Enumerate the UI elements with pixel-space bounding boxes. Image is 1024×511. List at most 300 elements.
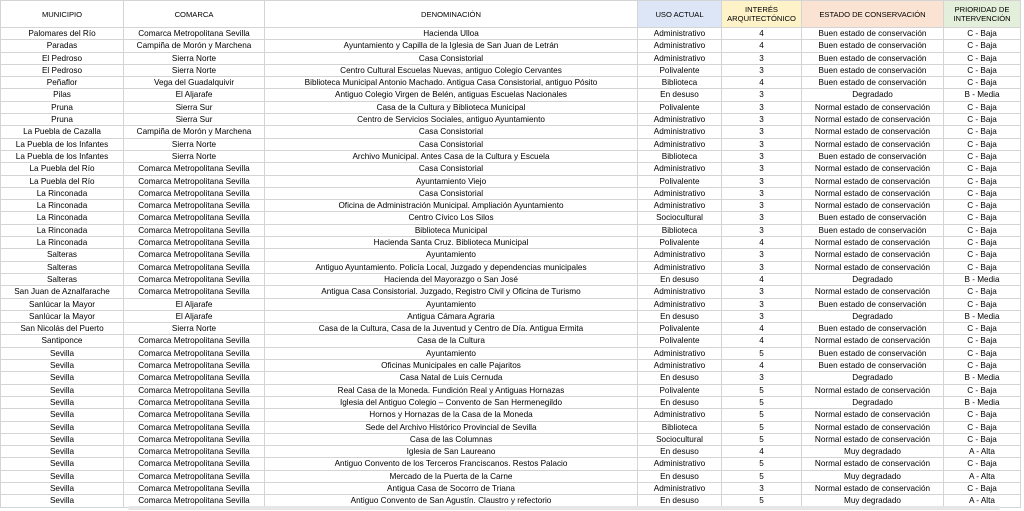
table-row xyxy=(1,163,1021,175)
cell-denominacion[interactable]: Antiguo Colegio Virgen de Belén, antiguas Escuelas Nacionales xyxy=(265,89,638,101)
cell-estado[interactable]: Degradado xyxy=(802,273,944,285)
cell-municipio[interactable]: Santiponce xyxy=(1,335,124,347)
cell-comarca[interactable]: Comarca Metropolitana Sevilla xyxy=(124,273,265,285)
cell-municipio[interactable]: La Puebla del Río xyxy=(1,163,124,175)
cell-estado[interactable]: Normal estado de conservación xyxy=(802,101,944,113)
cell-uso-actual[interactable]: Biblioteca xyxy=(638,150,722,162)
cell-prioridad[interactable]: C - Baja xyxy=(944,52,1021,64)
cell-estado[interactable]: Normal estado de conservación xyxy=(802,261,944,273)
cell-estado[interactable]: Buen estado de conservación xyxy=(802,52,944,64)
cell-interes[interactable]: 3 xyxy=(722,261,802,273)
header-interes[interactable]: INTERÉS ARQUITECTÓNICO xyxy=(722,1,802,28)
cell-uso-actual[interactable]: Polivalente xyxy=(638,323,722,335)
cell-comarca[interactable]: El Aljarafe xyxy=(124,310,265,322)
cell-prioridad[interactable]: C - Baja xyxy=(944,138,1021,150)
table-row xyxy=(1,187,1021,199)
cell-uso-actual[interactable]: Administrativo xyxy=(638,200,722,212)
cell-uso-actual[interactable]: En desuso xyxy=(638,446,722,458)
cell-municipio[interactable]: El Pedroso xyxy=(1,64,124,76)
cell-uso-actual[interactable]: Polivalente xyxy=(638,175,722,187)
cell-comarca[interactable]: Comarca Metropolitana Sevilla xyxy=(124,384,265,396)
cell-municipio[interactable]: Sevilla xyxy=(1,470,124,482)
cell-municipio[interactable]: El Pedroso xyxy=(1,52,124,64)
cell-municipio[interactable]: Salteras xyxy=(1,249,124,261)
cell-prioridad[interactable]: C - Baja xyxy=(944,187,1021,199)
cell-interes[interactable]: 5 xyxy=(722,421,802,433)
cell-denominacion[interactable]: Hacienda Santa Cruz. Biblioteca Municipal xyxy=(265,237,638,249)
cell-uso-actual[interactable]: En desuso xyxy=(638,396,722,408)
cell-estado[interactable]: Degradado xyxy=(802,372,944,384)
table-row xyxy=(1,52,1021,64)
cell-uso-actual[interactable]: Polivalente xyxy=(638,384,722,396)
cell-comarca[interactable]: Comarca Metropolitana Sevilla xyxy=(124,200,265,212)
cell-uso-actual[interactable]: Administrativo xyxy=(638,138,722,150)
cell-interes[interactable]: 3 xyxy=(722,224,802,236)
cell-comarca[interactable]: Comarca Metropolitana Sevilla xyxy=(124,433,265,445)
cell-comarca[interactable]: Comarca Metropolitana Sevilla xyxy=(124,163,265,175)
cell-municipio[interactable]: Sevilla xyxy=(1,421,124,433)
cell-uso-actual[interactable]: Polivalente xyxy=(638,237,722,249)
cell-estado[interactable]: Normal estado de conservación xyxy=(802,175,944,187)
cell-prioridad[interactable]: B - Media xyxy=(944,273,1021,285)
cell-estado[interactable]: Buen estado de conservación xyxy=(802,298,944,310)
cell-denominacion[interactable]: Casa de las Columnas xyxy=(265,433,638,445)
cell-interes[interactable]: 5 xyxy=(722,384,802,396)
cell-interes[interactable]: 3 xyxy=(722,298,802,310)
cell-municipio[interactable]: La Puebla del Río xyxy=(1,175,124,187)
cell-denominacion[interactable]: Casa Consistorial xyxy=(265,163,638,175)
cell-denominacion[interactable]: Centro de Servicios Sociales, antiguo Ayuntamiento xyxy=(265,114,638,126)
cell-estado[interactable]: Normal estado de conservación xyxy=(802,384,944,396)
cell-prioridad[interactable]: C - Baja xyxy=(944,249,1021,261)
cell-municipio[interactable]: Sevilla xyxy=(1,360,124,372)
cell-uso-actual[interactable]: Polivalente xyxy=(638,101,722,113)
cell-denominacion[interactable]: Antiguo Convento de San Agustín. Claustro y refectorio xyxy=(265,495,638,507)
table-row xyxy=(1,347,1021,359)
cell-estado[interactable]: Muy degradado xyxy=(802,446,944,458)
cell-estado[interactable]: Buen estado de conservación xyxy=(802,347,944,359)
cell-estado[interactable]: Normal estado de conservación xyxy=(802,335,944,347)
cell-uso-actual[interactable]: Polivalente xyxy=(638,335,722,347)
cell-denominacion[interactable]: Casa de la Cultura xyxy=(265,335,638,347)
cell-estado[interactable]: Muy degradado xyxy=(802,470,944,482)
cell-comarca[interactable]: Sierra Norte xyxy=(124,52,265,64)
cell-estado[interactable]: Normal estado de conservación xyxy=(802,249,944,261)
cell-denominacion[interactable]: Iglesia de San Laureano xyxy=(265,446,638,458)
cell-denominacion[interactable]: Real Casa de la Moneda. Fundición Real y Antiguas Hornazas xyxy=(265,384,638,396)
cell-interes[interactable]: 5 xyxy=(722,458,802,470)
cell-prioridad[interactable]: C - Baja xyxy=(944,101,1021,113)
cell-denominacion[interactable]: Archivo Municipal. Antes Casa de la Cultura y Escuela xyxy=(265,150,638,162)
cell-prioridad[interactable]: C - Baja xyxy=(944,458,1021,470)
cell-denominacion[interactable]: Ayuntamiento xyxy=(265,249,638,261)
cell-uso-actual[interactable]: Administrativo xyxy=(638,360,722,372)
cell-denominacion[interactable]: Mercado de la Puerta de la Carne xyxy=(265,470,638,482)
header-denominacion[interactable]: DENOMINACIÓN xyxy=(265,1,638,28)
cell-estado[interactable]: Normal estado de conservación xyxy=(802,200,944,212)
header-comarca[interactable]: COMARCA xyxy=(124,1,265,28)
cell-comarca[interactable]: Comarca Metropolitana Sevilla xyxy=(124,212,265,224)
cell-interes[interactable]: 3 xyxy=(722,175,802,187)
cell-denominacion[interactable]: Centro Cultural Escuelas Nuevas, antiguo Colegio Cervantes xyxy=(265,64,638,76)
cell-prioridad[interactable]: C - Baja xyxy=(944,482,1021,494)
cell-denominacion[interactable]: Antiguo Ayuntamiento. Policía Local, Juzgado y dependencias municipales xyxy=(265,261,638,273)
cell-prioridad[interactable]: C - Baja xyxy=(944,126,1021,138)
cell-comarca[interactable]: Campiña de Morón y Marchena xyxy=(124,126,265,138)
cell-municipio[interactable]: Sevilla xyxy=(1,384,124,396)
cell-estado[interactable]: Normal estado de conservación xyxy=(802,237,944,249)
cell-denominacion[interactable]: Casa Consistorial xyxy=(265,126,638,138)
table-row xyxy=(1,261,1021,273)
cell-comarca[interactable]: Vega del Guadalquivir xyxy=(124,77,265,89)
cell-interes[interactable]: 4 xyxy=(722,28,802,40)
table-row xyxy=(1,310,1021,322)
table-row xyxy=(1,224,1021,236)
cell-prioridad[interactable]: C - Baja xyxy=(944,77,1021,89)
cell-interes[interactable]: 3 xyxy=(722,187,802,199)
cell-prioridad[interactable]: C - Baja xyxy=(944,261,1021,273)
cell-estado[interactable]: Buen estado de conservación xyxy=(802,40,944,52)
cell-uso-actual[interactable]: Biblioteca xyxy=(638,421,722,433)
cell-interes[interactable]: 5 xyxy=(722,347,802,359)
cell-uso-actual[interactable]: Administrativo xyxy=(638,249,722,261)
cell-denominacion[interactable]: Ayuntamiento xyxy=(265,298,638,310)
cell-interes[interactable]: 5 xyxy=(722,433,802,445)
cell-denominacion[interactable]: Oficinas Municipales en calle Pajaritos xyxy=(265,360,638,372)
cell-interes[interactable]: 3 xyxy=(722,101,802,113)
cell-prioridad[interactable]: C - Baja xyxy=(944,28,1021,40)
cell-estado[interactable]: Buen estado de conservación xyxy=(802,64,944,76)
cell-estado[interactable]: Buen estado de conservación xyxy=(802,360,944,372)
cell-municipio[interactable]: Pruna xyxy=(1,101,124,113)
cell-interes[interactable]: 3 xyxy=(722,310,802,322)
cell-denominacion[interactable]: Casa Consistorial xyxy=(265,187,638,199)
cell-denominacion[interactable]: Ayuntamiento Viejo xyxy=(265,175,638,187)
cell-municipio[interactable]: Sevilla xyxy=(1,396,124,408)
cell-estado[interactable]: Buen estado de conservación xyxy=(802,323,944,335)
cell-comarca[interactable]: Comarca Metropolitana Sevilla xyxy=(124,360,265,372)
cell-interes[interactable]: 3 xyxy=(722,52,802,64)
cell-municipio[interactable]: Palomares del Río xyxy=(1,28,124,40)
cell-municipio[interactable]: Sevilla xyxy=(1,458,124,470)
cell-comarca[interactable]: Campiña de Morón y Marchena xyxy=(124,40,265,52)
cell-municipio[interactable]: La Rinconada xyxy=(1,212,124,224)
cell-prioridad[interactable]: C - Baja xyxy=(944,433,1021,445)
cell-estado[interactable]: Buen estado de conservación xyxy=(802,150,944,162)
cell-municipio[interactable]: Sevilla xyxy=(1,433,124,445)
cell-denominacion[interactable]: Sede del Archivo Histórico Provincial de Sevilla xyxy=(265,421,638,433)
cell-prioridad[interactable]: C - Baja xyxy=(944,384,1021,396)
cell-denominacion[interactable]: Antigua Casa de Socorro de Triana xyxy=(265,482,638,494)
cell-interes[interactable]: 5 xyxy=(722,409,802,421)
cell-municipio[interactable]: Pilas xyxy=(1,89,124,101)
cell-denominacion[interactable]: Centro Cívico Los Silos xyxy=(265,212,638,224)
cell-denominacion[interactable]: Hacienda del Mayorazgo o San José xyxy=(265,273,638,285)
cell-uso-actual[interactable]: Administrativo xyxy=(638,52,722,64)
cell-comarca[interactable]: El Aljarafe xyxy=(124,298,265,310)
cell-denominacion[interactable]: Antigua Casa Consistorial. Juzgado, Registro Civil y Oficina de Turismo xyxy=(265,286,638,298)
cell-interes[interactable]: 5 xyxy=(722,495,802,507)
cell-uso-actual[interactable]: Biblioteca xyxy=(638,77,722,89)
cell-prioridad[interactable]: C - Baja xyxy=(944,64,1021,76)
cell-prioridad[interactable]: B - Media xyxy=(944,89,1021,101)
cell-comarca[interactable]: Comarca Metropolitana Sevilla xyxy=(124,28,265,40)
cell-interes[interactable]: 3 xyxy=(722,249,802,261)
cell-denominacion[interactable]: Hacienda Ulloa xyxy=(265,28,638,40)
cell-uso-actual[interactable]: Administrativo xyxy=(638,163,722,175)
cell-municipio[interactable]: Sevilla xyxy=(1,446,124,458)
cell-denominacion[interactable]: Biblioteca Municipal xyxy=(265,224,638,236)
cell-prioridad[interactable]: C - Baja xyxy=(944,298,1021,310)
cell-interes[interactable]: 3 xyxy=(722,114,802,126)
cell-municipio[interactable]: Sevilla xyxy=(1,482,124,494)
cell-uso-actual[interactable]: Administrativo xyxy=(638,286,722,298)
cell-estado[interactable]: Buen estado de conservación xyxy=(802,28,944,40)
cell-uso-actual[interactable]: En desuso xyxy=(638,89,722,101)
cell-interes[interactable]: 3 xyxy=(722,126,802,138)
cell-comarca[interactable]: Comarca Metropolitana Sevilla xyxy=(124,187,265,199)
cell-prioridad[interactable]: B - Media xyxy=(944,396,1021,408)
cell-comarca[interactable]: Comarca Metropolitana Sevilla xyxy=(124,175,265,187)
header-municipio[interactable]: MUNICIPIO xyxy=(1,1,124,28)
cell-comarca[interactable]: Sierra Norte xyxy=(124,150,265,162)
cell-comarca[interactable]: Comarca Metropolitana Sevilla xyxy=(124,237,265,249)
cell-prioridad[interactable]: C - Baja xyxy=(944,347,1021,359)
cell-municipio[interactable]: San Nicolás del Puerto xyxy=(1,323,124,335)
cell-interes[interactable]: 4 xyxy=(722,360,802,372)
cell-estado[interactable]: Normal estado de conservación xyxy=(802,458,944,470)
cell-uso-actual[interactable]: Biblioteca xyxy=(638,224,722,236)
cell-comarca[interactable]: Comarca Metropolitana Sevilla xyxy=(124,482,265,494)
cell-municipio[interactable]: Sevilla xyxy=(1,347,124,359)
cell-uso-actual[interactable]: En desuso xyxy=(638,310,722,322)
cell-municipio[interactable]: La Rinconada xyxy=(1,237,124,249)
cell-prioridad[interactable]: C - Baja xyxy=(944,421,1021,433)
cell-comarca[interactable]: Comarca Metropolitana Sevilla xyxy=(124,335,265,347)
cell-denominacion[interactable]: Ayuntamiento xyxy=(265,347,638,359)
cell-municipio[interactable]: Salteras xyxy=(1,273,124,285)
cell-estado[interactable]: Normal estado de conservación xyxy=(802,187,944,199)
cell-municipio[interactable]: Peñaflor xyxy=(1,77,124,89)
cell-prioridad[interactable]: C - Baja xyxy=(944,360,1021,372)
cell-prioridad[interactable]: C - Baja xyxy=(944,409,1021,421)
header-prioridad[interactable]: PRIORIDAD DE INTERVENCIÓN xyxy=(944,1,1021,28)
cell-interes[interactable]: 3 xyxy=(722,89,802,101)
cell-prioridad[interactable]: A - Alta xyxy=(944,495,1021,507)
header-uso-actual[interactable]: USO ACTUAL xyxy=(638,1,722,28)
cell-prioridad[interactable]: C - Baja xyxy=(944,237,1021,249)
cell-interes[interactable]: 4 xyxy=(722,40,802,52)
cell-interes[interactable]: 4 xyxy=(722,323,802,335)
cell-estado[interactable]: Degradado xyxy=(802,396,944,408)
cell-estado[interactable]: Normal estado de conservación xyxy=(802,163,944,175)
cell-estado[interactable]: Normal estado de conservación xyxy=(802,421,944,433)
cell-interes[interactable]: 3 xyxy=(722,372,802,384)
cell-municipio[interactable]: Salteras xyxy=(1,261,124,273)
horizontal-scrollbar[interactable] xyxy=(128,506,1000,510)
cell-comarca[interactable]: Comarca Metropolitana Sevilla xyxy=(124,286,265,298)
cell-prioridad[interactable]: C - Baja xyxy=(944,212,1021,224)
cell-comarca[interactable]: Comarca Metropolitana Sevilla xyxy=(124,347,265,359)
cell-estado[interactable]: Normal estado de conservación xyxy=(802,126,944,138)
table-row xyxy=(1,237,1021,249)
cell-comarca[interactable]: Comarca Metropolitana Sevilla xyxy=(124,458,265,470)
cell-uso-actual[interactable]: Sociocultural xyxy=(638,433,722,445)
cell-denominacion[interactable]: Antiguo Convento de los Terceros Franciscanos. Restos Palacio xyxy=(265,458,638,470)
cell-municipio[interactable]: La Puebla de Cazalla xyxy=(1,126,124,138)
cell-uso-actual[interactable]: Administrativo xyxy=(638,482,722,494)
cell-interes[interactable]: 3 xyxy=(722,163,802,175)
cell-uso-actual[interactable]: En desuso xyxy=(638,372,722,384)
cell-interes[interactable]: 3 xyxy=(722,482,802,494)
cell-estado[interactable]: Normal estado de conservación xyxy=(802,482,944,494)
cell-estado[interactable]: Normal estado de conservación xyxy=(802,138,944,150)
cell-uso-actual[interactable]: En desuso xyxy=(638,273,722,285)
cell-prioridad[interactable]: C - Baja xyxy=(944,40,1021,52)
cell-denominacion[interactable]: Hornos y Hornazas de la Casa de la Moneda xyxy=(265,409,638,421)
cell-denominacion[interactable]: Casa de la Cultura y Biblioteca Municipal xyxy=(265,101,638,113)
cell-estado[interactable]: Degradado xyxy=(802,89,944,101)
table-row xyxy=(1,470,1021,482)
cell-comarca[interactable]: Comarca Metropolitana Sevilla xyxy=(124,470,265,482)
cell-comarca[interactable]: Sierra Sur xyxy=(124,114,265,126)
cell-interes[interactable]: 5 xyxy=(722,470,802,482)
cell-comarca[interactable]: Comarca Metropolitana Sevilla xyxy=(124,372,265,384)
cell-prioridad[interactable]: C - Baja xyxy=(944,323,1021,335)
cell-municipio[interactable]: San Juan de Aznalfarache xyxy=(1,286,124,298)
cell-comarca[interactable]: Comarca Metropolitana Sevilla xyxy=(124,409,265,421)
cell-uso-actual[interactable]: Administrativo xyxy=(638,28,722,40)
cell-municipio[interactable]: Sevilla xyxy=(1,409,124,421)
cell-estado[interactable]: Buen estado de conservación xyxy=(802,224,944,236)
cell-comarca[interactable]: Comarca Metropolitana Sevilla xyxy=(124,446,265,458)
cell-interes[interactable]: 3 xyxy=(722,150,802,162)
cell-prioridad[interactable]: C - Baja xyxy=(944,114,1021,126)
cell-estado[interactable]: Muy degradado xyxy=(802,495,944,507)
cell-prioridad[interactable]: B - Media xyxy=(944,310,1021,322)
cell-interes[interactable]: 3 xyxy=(722,64,802,76)
cell-prioridad[interactable]: C - Baja xyxy=(944,163,1021,175)
cell-prioridad[interactable]: C - Baja xyxy=(944,175,1021,187)
cell-uso-actual[interactable]: Polivalente xyxy=(638,64,722,76)
cell-denominacion[interactable]: Biblioteca Municipal Antonio Machado. Antigua Casa Consistorial, antiguo Pósito xyxy=(265,77,638,89)
table-row xyxy=(1,273,1021,285)
cell-municipio[interactable]: Sanlúcar la Mayor xyxy=(1,310,124,322)
cell-estado[interactable]: Normal estado de conservación xyxy=(802,409,944,421)
cell-comarca[interactable]: Comarca Metropolitana Sevilla xyxy=(124,249,265,261)
cell-municipio[interactable]: La Puebla de los Infantes xyxy=(1,138,124,150)
cell-interes[interactable]: 3 xyxy=(722,200,802,212)
cell-prioridad[interactable]: C - Baja xyxy=(944,150,1021,162)
cell-estado[interactable]: Buen estado de conservación xyxy=(802,77,944,89)
cell-comarca[interactable]: Comarca Metropolitana Sevilla xyxy=(124,261,265,273)
table-row xyxy=(1,372,1021,384)
cell-prioridad[interactable]: C - Baja xyxy=(944,335,1021,347)
cell-municipio[interactable]: Paradas xyxy=(1,40,124,52)
table-row xyxy=(1,101,1021,113)
cell-prioridad[interactable]: A - Alta xyxy=(944,470,1021,482)
cell-denominacion[interactable]: Casa de la Cultura, Casa de la Juventud y Centro de Día. Antigua Ermita xyxy=(265,323,638,335)
cell-uso-actual[interactable]: Administrativo xyxy=(638,40,722,52)
cell-prioridad[interactable]: C - Baja xyxy=(944,224,1021,236)
cell-municipio[interactable]: Sevilla xyxy=(1,495,124,507)
cell-estado[interactable]: Buen estado de conservación xyxy=(802,212,944,224)
table-row xyxy=(1,396,1021,408)
cell-denominacion[interactable]: Iglesia del Antiguo Colegio – Convento de San Hermenegildo xyxy=(265,396,638,408)
cell-comarca[interactable]: El Aljarafe xyxy=(124,89,265,101)
cell-uso-actual[interactable]: Administrativo xyxy=(638,458,722,470)
table-row xyxy=(1,286,1021,298)
cell-comarca[interactable]: Sierra Sur xyxy=(124,101,265,113)
cell-denominacion[interactable]: Casa Natal de Luis Cernuda xyxy=(265,372,638,384)
cell-uso-actual[interactable]: Administrativo xyxy=(638,261,722,273)
table-row xyxy=(1,150,1021,162)
cell-denominacion[interactable]: Antigua Cámara Agraria xyxy=(265,310,638,322)
cell-comarca[interactable]: Sierra Norte xyxy=(124,138,265,150)
cell-comarca[interactable]: Comarca Metropolitana Sevilla xyxy=(124,396,265,408)
cell-uso-actual[interactable]: Administrativo xyxy=(638,347,722,359)
cell-interes[interactable]: 5 xyxy=(722,396,802,408)
cell-interes[interactable]: 3 xyxy=(722,212,802,224)
header-estado[interactable]: ESTADO DE CONSERVACIÓN xyxy=(802,1,944,28)
cell-municipio[interactable]: La Rinconada xyxy=(1,187,124,199)
cell-municipio[interactable]: La Rinconada xyxy=(1,200,124,212)
cell-denominacion[interactable]: Casa Consistorial xyxy=(265,138,638,150)
cell-comarca[interactable]: Sierra Norte xyxy=(124,323,265,335)
cell-interes[interactable]: 4 xyxy=(722,77,802,89)
cell-interes[interactable]: 4 xyxy=(722,335,802,347)
cell-denominacion[interactable]: Casa Consistorial xyxy=(265,52,638,64)
cell-prioridad[interactable]: C - Baja xyxy=(944,200,1021,212)
cell-uso-actual[interactable]: Sociocultural xyxy=(638,212,722,224)
cell-uso-actual[interactable]: En desuso xyxy=(638,470,722,482)
cell-estado[interactable]: Normal estado de conservación xyxy=(802,433,944,445)
cell-prioridad[interactable]: C - Baja xyxy=(944,286,1021,298)
cell-comarca[interactable]: Comarca Metropolitana Sevilla xyxy=(124,495,265,507)
cell-municipio[interactable]: La Puebla de los Infantes xyxy=(1,150,124,162)
cell-municipio[interactable]: Pruna xyxy=(1,114,124,126)
cell-prioridad[interactable]: B - Media xyxy=(944,372,1021,384)
cell-comarca[interactable]: Comarca Metropolitana Sevilla xyxy=(124,421,265,433)
cell-estado[interactable]: Normal estado de conservación xyxy=(802,286,944,298)
table-row xyxy=(1,175,1021,187)
cell-comarca[interactable]: Sierra Norte xyxy=(124,64,265,76)
cell-municipio[interactable]: La Rinconada xyxy=(1,224,124,236)
cell-municipio[interactable]: Sanlúcar la Mayor xyxy=(1,298,124,310)
table-row xyxy=(1,360,1021,372)
cell-uso-actual[interactable]: En desuso xyxy=(638,495,722,507)
cell-comarca[interactable]: Comarca Metropolitana Sevilla xyxy=(124,224,265,236)
table-row xyxy=(1,114,1021,126)
cell-interes[interactable]: 4 xyxy=(722,237,802,249)
cell-estado[interactable]: Degradado xyxy=(802,310,944,322)
cell-municipio[interactable]: Sevilla xyxy=(1,372,124,384)
cell-interes[interactable]: 4 xyxy=(722,273,802,285)
cell-interes[interactable]: 3 xyxy=(722,138,802,150)
table-row xyxy=(1,126,1021,138)
cell-uso-actual[interactable]: Administrativo xyxy=(638,409,722,421)
cell-prioridad[interactable]: A - Alta xyxy=(944,446,1021,458)
cell-interes[interactable]: 3 xyxy=(722,286,802,298)
cell-uso-actual[interactable]: Administrativo xyxy=(638,114,722,126)
cell-uso-actual[interactable]: Administrativo xyxy=(638,298,722,310)
cell-uso-actual[interactable]: Administrativo xyxy=(638,126,722,138)
cell-estado[interactable]: Normal estado de conservación xyxy=(802,114,944,126)
cell-denominacion[interactable]: Oficina de Administración Municipal. Ampliación Ayuntamiento xyxy=(265,200,638,212)
cell-interes[interactable]: 4 xyxy=(722,446,802,458)
cell-uso-actual[interactable]: Administrativo xyxy=(638,187,722,199)
cell-denominacion[interactable]: Ayuntamiento y Capilla de la Iglesia de San Juan de Letrán xyxy=(265,40,638,52)
